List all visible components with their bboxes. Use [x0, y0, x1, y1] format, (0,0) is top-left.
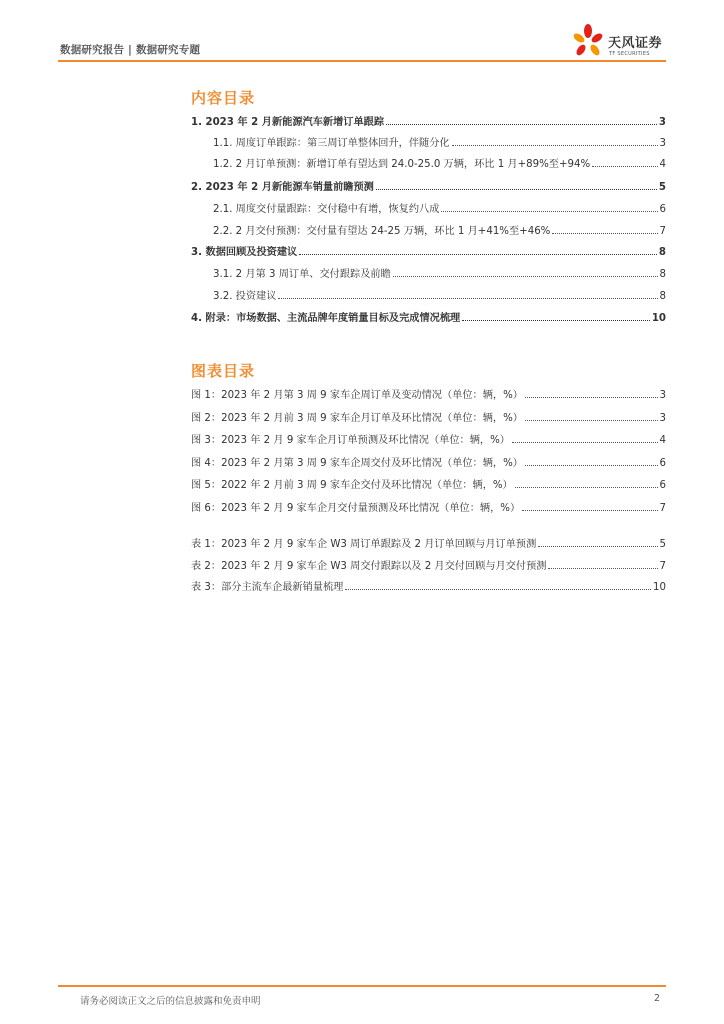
- leader-dots: [512, 442, 658, 443]
- figure-entry-page: 3: [659, 390, 666, 401]
- toc-entry-label: 2.1. 周度交付量跟踪：交付稳中有增，恢复约八成: [213, 204, 440, 215]
- toc-entry-page: 8: [658, 247, 666, 258]
- leader-dots: [441, 211, 657, 212]
- figure-entry-page: 6: [659, 458, 666, 469]
- leader-dots: [525, 420, 658, 421]
- leader-dots: [548, 568, 657, 569]
- leader-dots: [522, 510, 657, 511]
- flower-logo-icon: [568, 22, 608, 62]
- leader-dots: [393, 276, 658, 277]
- toc-entry-page: 10: [651, 313, 666, 324]
- logo-chinese-name: 天风证券: [608, 36, 663, 51]
- toc-title: 内容目录: [191, 89, 256, 107]
- figure-entry-page: 3: [659, 413, 666, 424]
- toc-entry-page: 6: [659, 204, 666, 215]
- figure-entry-label: 图 5：2022 年 2 月前 3 周 9 家车企交付及环比情况（单位：辆，%）: [191, 480, 513, 491]
- toc-entry-label: 2. 2023 年 2 月新能源车销量前瞻预测: [191, 182, 374, 193]
- leader-dots: [386, 124, 657, 125]
- figure-entry-page: 7: [659, 503, 666, 514]
- table-entry-1[interactable]: [191, 536, 666, 550]
- figure-entry-page: 6: [659, 480, 666, 491]
- table-entry-page: 10: [653, 582, 666, 593]
- page-number: 2: [654, 993, 661, 1004]
- figure-entry-label: 图 1：2023 年 2 月第 3 周 9 家车企周订单及变动情况（单位：辆，%）: [191, 390, 523, 401]
- table-entry-label: 表 1：2023 年 2 月 9 家车企 W3 周订单跟踪及 2 月订单回顾与月订单预测: [191, 539, 537, 550]
- toc-entry-label: 4. 附录：市场数据、主流品牌年度销量目标及完成情况梳理: [191, 313, 461, 324]
- toc-entry-page: 4: [659, 159, 666, 170]
- company-logo: [568, 22, 678, 62]
- toc-entry-label: 1. 2023 年 2 月新能源汽车新增订单跟踪: [191, 117, 385, 128]
- logo-english-name: TF SECURITIES: [609, 51, 650, 57]
- figure-entry-label: 图 3：2023 年 2 月 9 家车企月订单预测及环比情况（单位：辆，%）: [191, 435, 510, 446]
- toc-entry-3-2[interactable]: [213, 288, 666, 302]
- toc-entry-label: 1.2. 2 月订单预测：新增订单有望达到 24.0-25.0 万辆，环比 1 月+89%至+94%: [213, 159, 591, 170]
- leader-dots: [538, 546, 657, 547]
- toc-entry-page: 8: [659, 291, 666, 302]
- figure-entry-6[interactable]: [191, 500, 666, 514]
- toc-entry-page: 8: [659, 269, 666, 280]
- report-category: 数据研究报告 | 数据研究专题: [60, 44, 201, 56]
- table-entry-page: 5: [659, 539, 666, 550]
- figure-entry-page: 4: [659, 435, 666, 446]
- leader-dots: [278, 298, 657, 299]
- toc-entry-2-2[interactable]: [213, 223, 666, 237]
- leader-dots: [515, 487, 658, 488]
- toc-entry-label: 1.1. 周度订单跟踪：第三周订单整体回升，伴随分化: [213, 138, 450, 149]
- footer-divider: [58, 985, 666, 987]
- toc-entry-2-1[interactable]: [213, 201, 666, 215]
- table-entry-label: 表 2：2023 年 2 月 9 家车企 W3 周交付跟踪以及 2 月交付回顾与月交付预测: [191, 561, 547, 572]
- figure-entry-5[interactable]: [191, 477, 666, 491]
- leader-dots: [462, 320, 650, 321]
- header-divider: [58, 60, 666, 62]
- figure-entry-1[interactable]: [191, 387, 666, 401]
- table-entry-2[interactable]: [191, 558, 666, 572]
- toc-entry-label: 3.2. 投资建议: [213, 291, 277, 302]
- figure-entry-3[interactable]: [191, 432, 666, 446]
- footer-disclaimer: 请务必阅读正文之后的信息披露和免责申明: [80, 996, 261, 1007]
- toc-entry-3-1[interactable]: [213, 266, 666, 280]
- figure-entry-label: 图 6：2023 年 2 月 9 家车企月交付量预测及环比情况（单位：辆，%）: [191, 503, 521, 514]
- figure-entry-2[interactable]: [191, 410, 666, 424]
- toc-entry-page: 5: [658, 182, 666, 193]
- figure-entry-label: 图 2：2023 年 2 月前 3 周 9 家车企月订单及环比情况（单位：辆，%）: [191, 413, 523, 424]
- toc-entry-page: 3: [659, 138, 666, 149]
- toc-entry-1-2[interactable]: [213, 156, 666, 170]
- table-entry-label: 表 3：部分主流车企最新销量梳理: [191, 582, 344, 593]
- toc-entry-label: 2.2. 2 月交付预测：交付量有望达 24-25 万辆，环比 1 月+41%至+46%: [213, 226, 551, 237]
- leader-dots: [299, 254, 657, 255]
- toc-entry-2[interactable]: [191, 179, 666, 193]
- table-entry-page: 7: [659, 561, 666, 572]
- leader-dots: [592, 166, 657, 167]
- leader-dots: [345, 589, 651, 590]
- toc-entry-label: 3. 数据回顾及投资建议: [191, 247, 298, 258]
- toc-entry-page: 3: [658, 117, 666, 128]
- figure-entry-4[interactable]: [191, 455, 666, 469]
- leader-dots: [552, 233, 657, 234]
- toc-entry-page: 7: [659, 226, 666, 237]
- toc-entry-3[interactable]: [191, 244, 666, 258]
- leader-dots: [525, 465, 658, 466]
- figure-entry-label: 图 4：2023 年 2 月第 3 周 9 家车企周交付及环比情况（单位：辆，%）: [191, 458, 523, 469]
- figures-title: 图表目录: [191, 362, 256, 380]
- toc-entry-1[interactable]: [191, 114, 666, 128]
- toc-entry-4[interactable]: [191, 310, 666, 324]
- toc-entry-1-1[interactable]: [213, 135, 666, 149]
- leader-dots: [376, 189, 657, 190]
- leader-dots: [525, 397, 658, 398]
- toc-entry-label: 3.1. 2 月第 3 周订单、交付跟踪及前瞻: [213, 269, 391, 280]
- leader-dots: [452, 145, 658, 146]
- table-entry-3[interactable]: [191, 579, 666, 593]
